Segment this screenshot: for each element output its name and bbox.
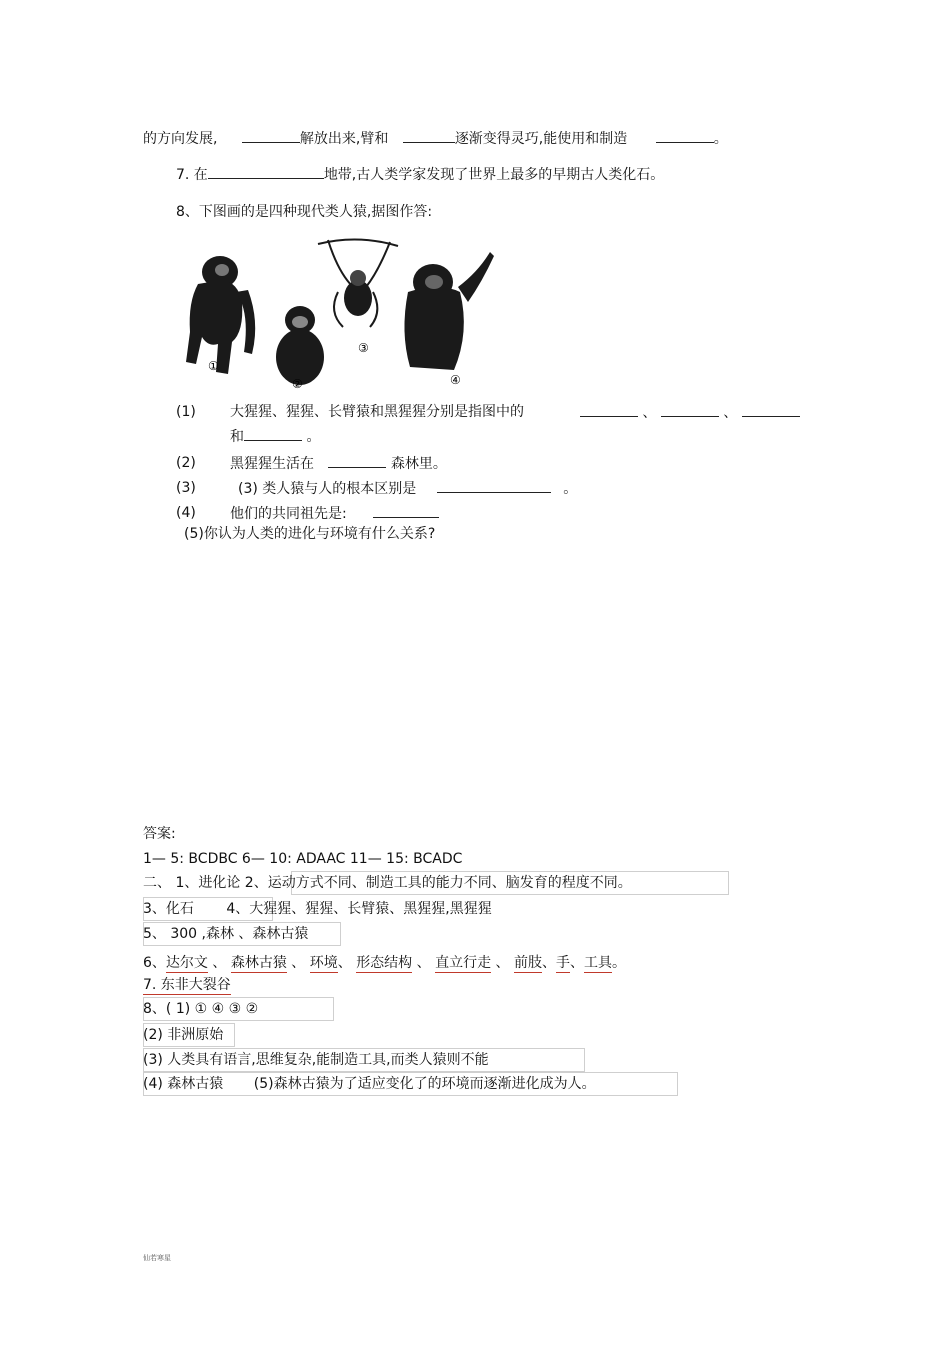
q7-line: 7. 在 地带,古人类学家发现了世界上最多的早期古人类化石。: [176, 167, 665, 183]
chimpanzee-image: [276, 306, 324, 385]
answer-blank[interactable]: [656, 129, 714, 143]
answer-blank[interactable]: [328, 454, 386, 468]
footer-text: 仙若寒星: [143, 1254, 171, 1262]
q8-sub1-blanks: 、 、: [580, 403, 800, 422]
answer-blank[interactable]: [742, 403, 800, 417]
answer-item: 工具: [584, 955, 612, 971]
q8-sub5-text: (5)你认为人类的进化与环境有什么关系?: [184, 526, 436, 542]
figure-label: ②: [292, 377, 303, 391]
answer-item: 环境: [309, 955, 338, 971]
answers-line-2: 二、 1、进化论 2、运动方式不同、制造工具的能力不同、脑发育的程度不同。: [143, 875, 632, 891]
q8-sub4-text: 他们的共同祖先是:: [230, 504, 439, 523]
q8-sub1-text: 大猩猩、猩猩、长臂猿和黑猩猩分别是指图中的: [230, 404, 524, 420]
answer-item: 达尔文: [165, 955, 208, 971]
gibbon-body: [344, 270, 372, 316]
answer-item: 前肢: [514, 955, 542, 971]
answer-blank[interactable]: [373, 504, 439, 518]
figure-label: ①: [208, 359, 219, 373]
q8-sub2-number: (2): [176, 455, 196, 471]
answer-item: 手: [556, 955, 570, 971]
q8-sub1-number: (1): [176, 404, 196, 420]
q8-sub2-text: 黑猩猩生活在 森林里。: [230, 456, 447, 472]
answers-line-11: (4) 森林古猿 (5)森林古猿为了适应变化了的环境而逐渐进化成为人。: [143, 1076, 596, 1092]
answers-heading: 答案:: [143, 826, 176, 842]
answer-blank[interactable]: [403, 129, 455, 143]
answer-blank[interactable]: [244, 427, 302, 441]
q8-title: 8、下图画的是四种现代类人猿,据图作答:: [176, 204, 433, 220]
answer-blank[interactable]: [437, 479, 551, 493]
answers-choice-line: 1— 5: BCDBC 6— 10: ADAAC 11— 15: BCADC: [143, 851, 463, 867]
answers-line-8: 8、( 1) ① ④ ③ ②: [143, 1001, 259, 1017]
q8-sub1-cont: 和 。: [230, 429, 321, 445]
apes-figure: [178, 232, 496, 392]
answer-blank[interactable]: [580, 403, 638, 417]
answers-line-3: 3、化石 4、大猩猩、猩猩、长臂猿、黑猩猩,黑猩猩: [143, 901, 492, 917]
q8-sub3-text: (3) 类人猿与人的根本区别是 。: [238, 481, 578, 497]
answers-line-7: 7. 东非大裂谷: [143, 977, 231, 993]
answer-item: 森林古猿: [230, 955, 287, 971]
answer-blank[interactable]: [661, 403, 719, 417]
figure-label: ③: [358, 341, 369, 355]
q6-line: 的方向发展, 解放出来,臂和 逐渐变得灵巧,能使用和制造 。: [143, 131, 728, 147]
gorilla-image: [186, 256, 255, 374]
answer-blank[interactable]: [208, 165, 324, 179]
answers-line-9: (2) 非洲原始: [143, 1027, 224, 1043]
figure-label: ④: [450, 373, 461, 387]
answer-item: 形态结构: [356, 955, 413, 971]
q8-sub3-number: (3): [176, 480, 196, 496]
answer-blank[interactable]: [242, 129, 300, 143]
answers-line-4: 5、 300 ,森林 、森林古猿: [143, 926, 309, 942]
answer-item: 直立行走: [435, 955, 492, 971]
answers-line-10: (3) 人类具有语言,思维复杂,能制造工具,而类人猿则不能: [143, 1052, 489, 1068]
q8-sub4-number: (4): [176, 505, 196, 521]
answers-line-6: 6、达尔文 、 森林古猿 、 环境、 形态结构 、 直立行走 、 前肢、手、工具。: [143, 955, 626, 971]
orangutan-image: [404, 252, 494, 370]
